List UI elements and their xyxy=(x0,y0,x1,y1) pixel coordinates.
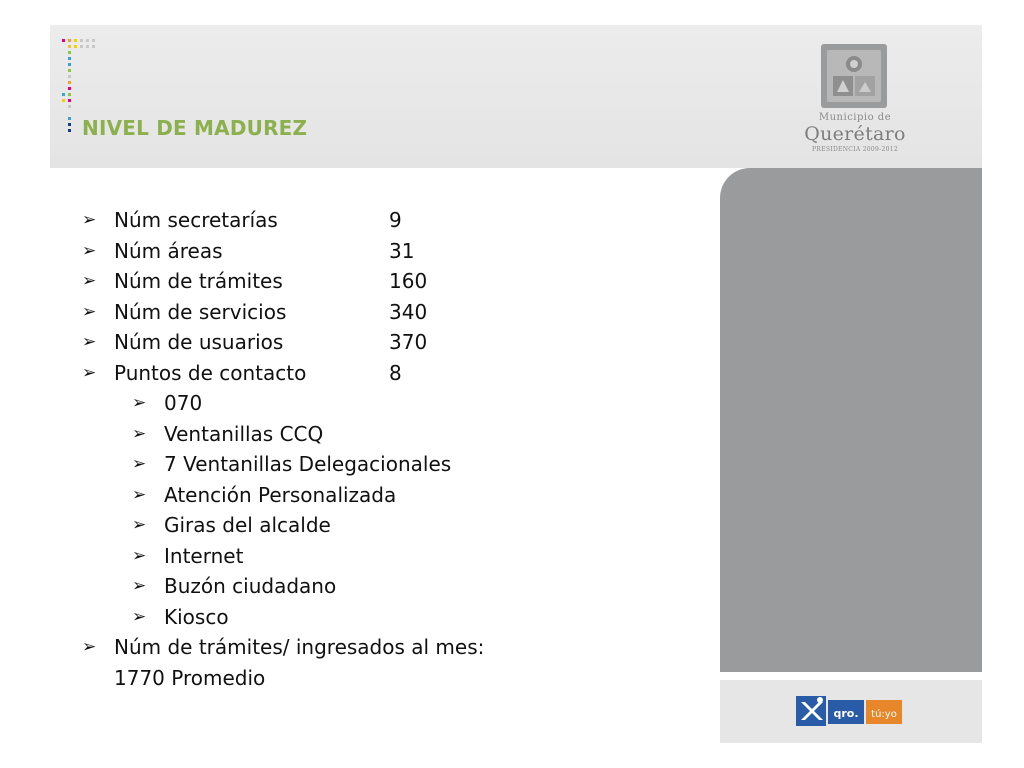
brand-text-left: qro. xyxy=(833,707,859,720)
side-gray-panel xyxy=(720,168,982,672)
stat-value: 160 xyxy=(389,269,428,293)
sub-list-item xyxy=(82,602,682,633)
arrow-bullet-icon: ➢ xyxy=(82,240,97,261)
arrow-bullet-icon: ➢ xyxy=(82,271,97,291)
arrow-bullet-icon: ➢ xyxy=(132,423,147,444)
list-item-continuation xyxy=(82,663,682,694)
logo-line-1: Municipio de xyxy=(818,112,892,123)
logo-line-3: PRESIDENCIA 2009-2012 xyxy=(812,146,898,153)
list-item xyxy=(82,358,682,389)
list-item xyxy=(82,632,682,663)
stat-value: 8 xyxy=(389,360,402,385)
contact-point-label: Ventanillas CCQ xyxy=(164,421,324,446)
arrow-bullet-icon: ➢ xyxy=(132,393,147,413)
sub-list-item xyxy=(82,541,682,572)
contact-point-label: Kiosco xyxy=(164,604,229,629)
stat-label: Núm áreas xyxy=(114,238,223,263)
contact-point-label: Internet xyxy=(164,543,244,568)
sub-list-item xyxy=(82,388,682,419)
content-list xyxy=(82,205,682,693)
sub-list-item xyxy=(82,480,682,511)
arrow-bullet-icon: ➢ xyxy=(132,576,147,596)
stat-value: 9 xyxy=(389,208,402,232)
arrow-bullet-icon: ➢ xyxy=(132,515,147,535)
stat-value: 370 xyxy=(389,330,428,354)
stat-label: Núm de servicios xyxy=(114,299,287,324)
stat-label: Núm de trámites xyxy=(114,269,283,293)
stat-label: Núm de usuarios xyxy=(114,330,284,354)
page-title: NIVEL DE MADUREZ xyxy=(82,116,308,140)
monthly-label: Núm de trámites/ ingresados al mes: xyxy=(114,635,485,659)
arrow-bullet-icon: ➢ xyxy=(132,484,147,505)
arrow-bullet-icon: ➢ xyxy=(132,545,147,566)
list-item xyxy=(82,266,682,297)
logo-line-2: Querétaro xyxy=(804,123,906,145)
stat-label: Núm secretarías xyxy=(114,208,278,232)
list-item xyxy=(82,327,682,358)
sub-list-item xyxy=(82,449,682,480)
sub-list-item xyxy=(82,419,682,450)
municipality-logo xyxy=(785,42,925,162)
arrow-bullet-icon: ➢ xyxy=(82,332,97,352)
contact-point-label: Giras del alcalde xyxy=(164,513,331,537)
brand-text-right: tú:yo xyxy=(871,709,897,720)
qro-tu-yo-logo xyxy=(796,692,904,728)
stat-value: 340 xyxy=(389,299,428,324)
list-item xyxy=(82,297,682,328)
arrow-bullet-icon: ➢ xyxy=(82,210,97,230)
coat-of-arms-icon xyxy=(785,42,925,112)
monthly-value: 1770 Promedio xyxy=(114,665,266,690)
list-item xyxy=(82,205,682,236)
list-item xyxy=(82,236,682,267)
sub-list-item xyxy=(82,510,682,541)
arrow-bullet-icon: ➢ xyxy=(132,454,147,474)
arrow-bullet-icon: ➢ xyxy=(132,606,147,627)
sub-list-item xyxy=(82,571,682,602)
contact-point-label: Atención Personalizada xyxy=(164,482,397,507)
contact-point-label: 070 xyxy=(164,391,203,415)
stat-value: 31 xyxy=(389,238,415,263)
arrow-bullet-icon: ➢ xyxy=(82,362,97,383)
arrow-bullet-icon: ➢ xyxy=(82,301,97,322)
stat-label: Puntos de contacto xyxy=(114,360,307,385)
contact-point-label: Buzón ciudadano xyxy=(164,574,337,598)
slide xyxy=(50,25,982,743)
contact-point-label: 7 Ventanillas Delegacionales xyxy=(164,452,452,476)
arrow-bullet-icon: ➢ xyxy=(82,637,97,657)
